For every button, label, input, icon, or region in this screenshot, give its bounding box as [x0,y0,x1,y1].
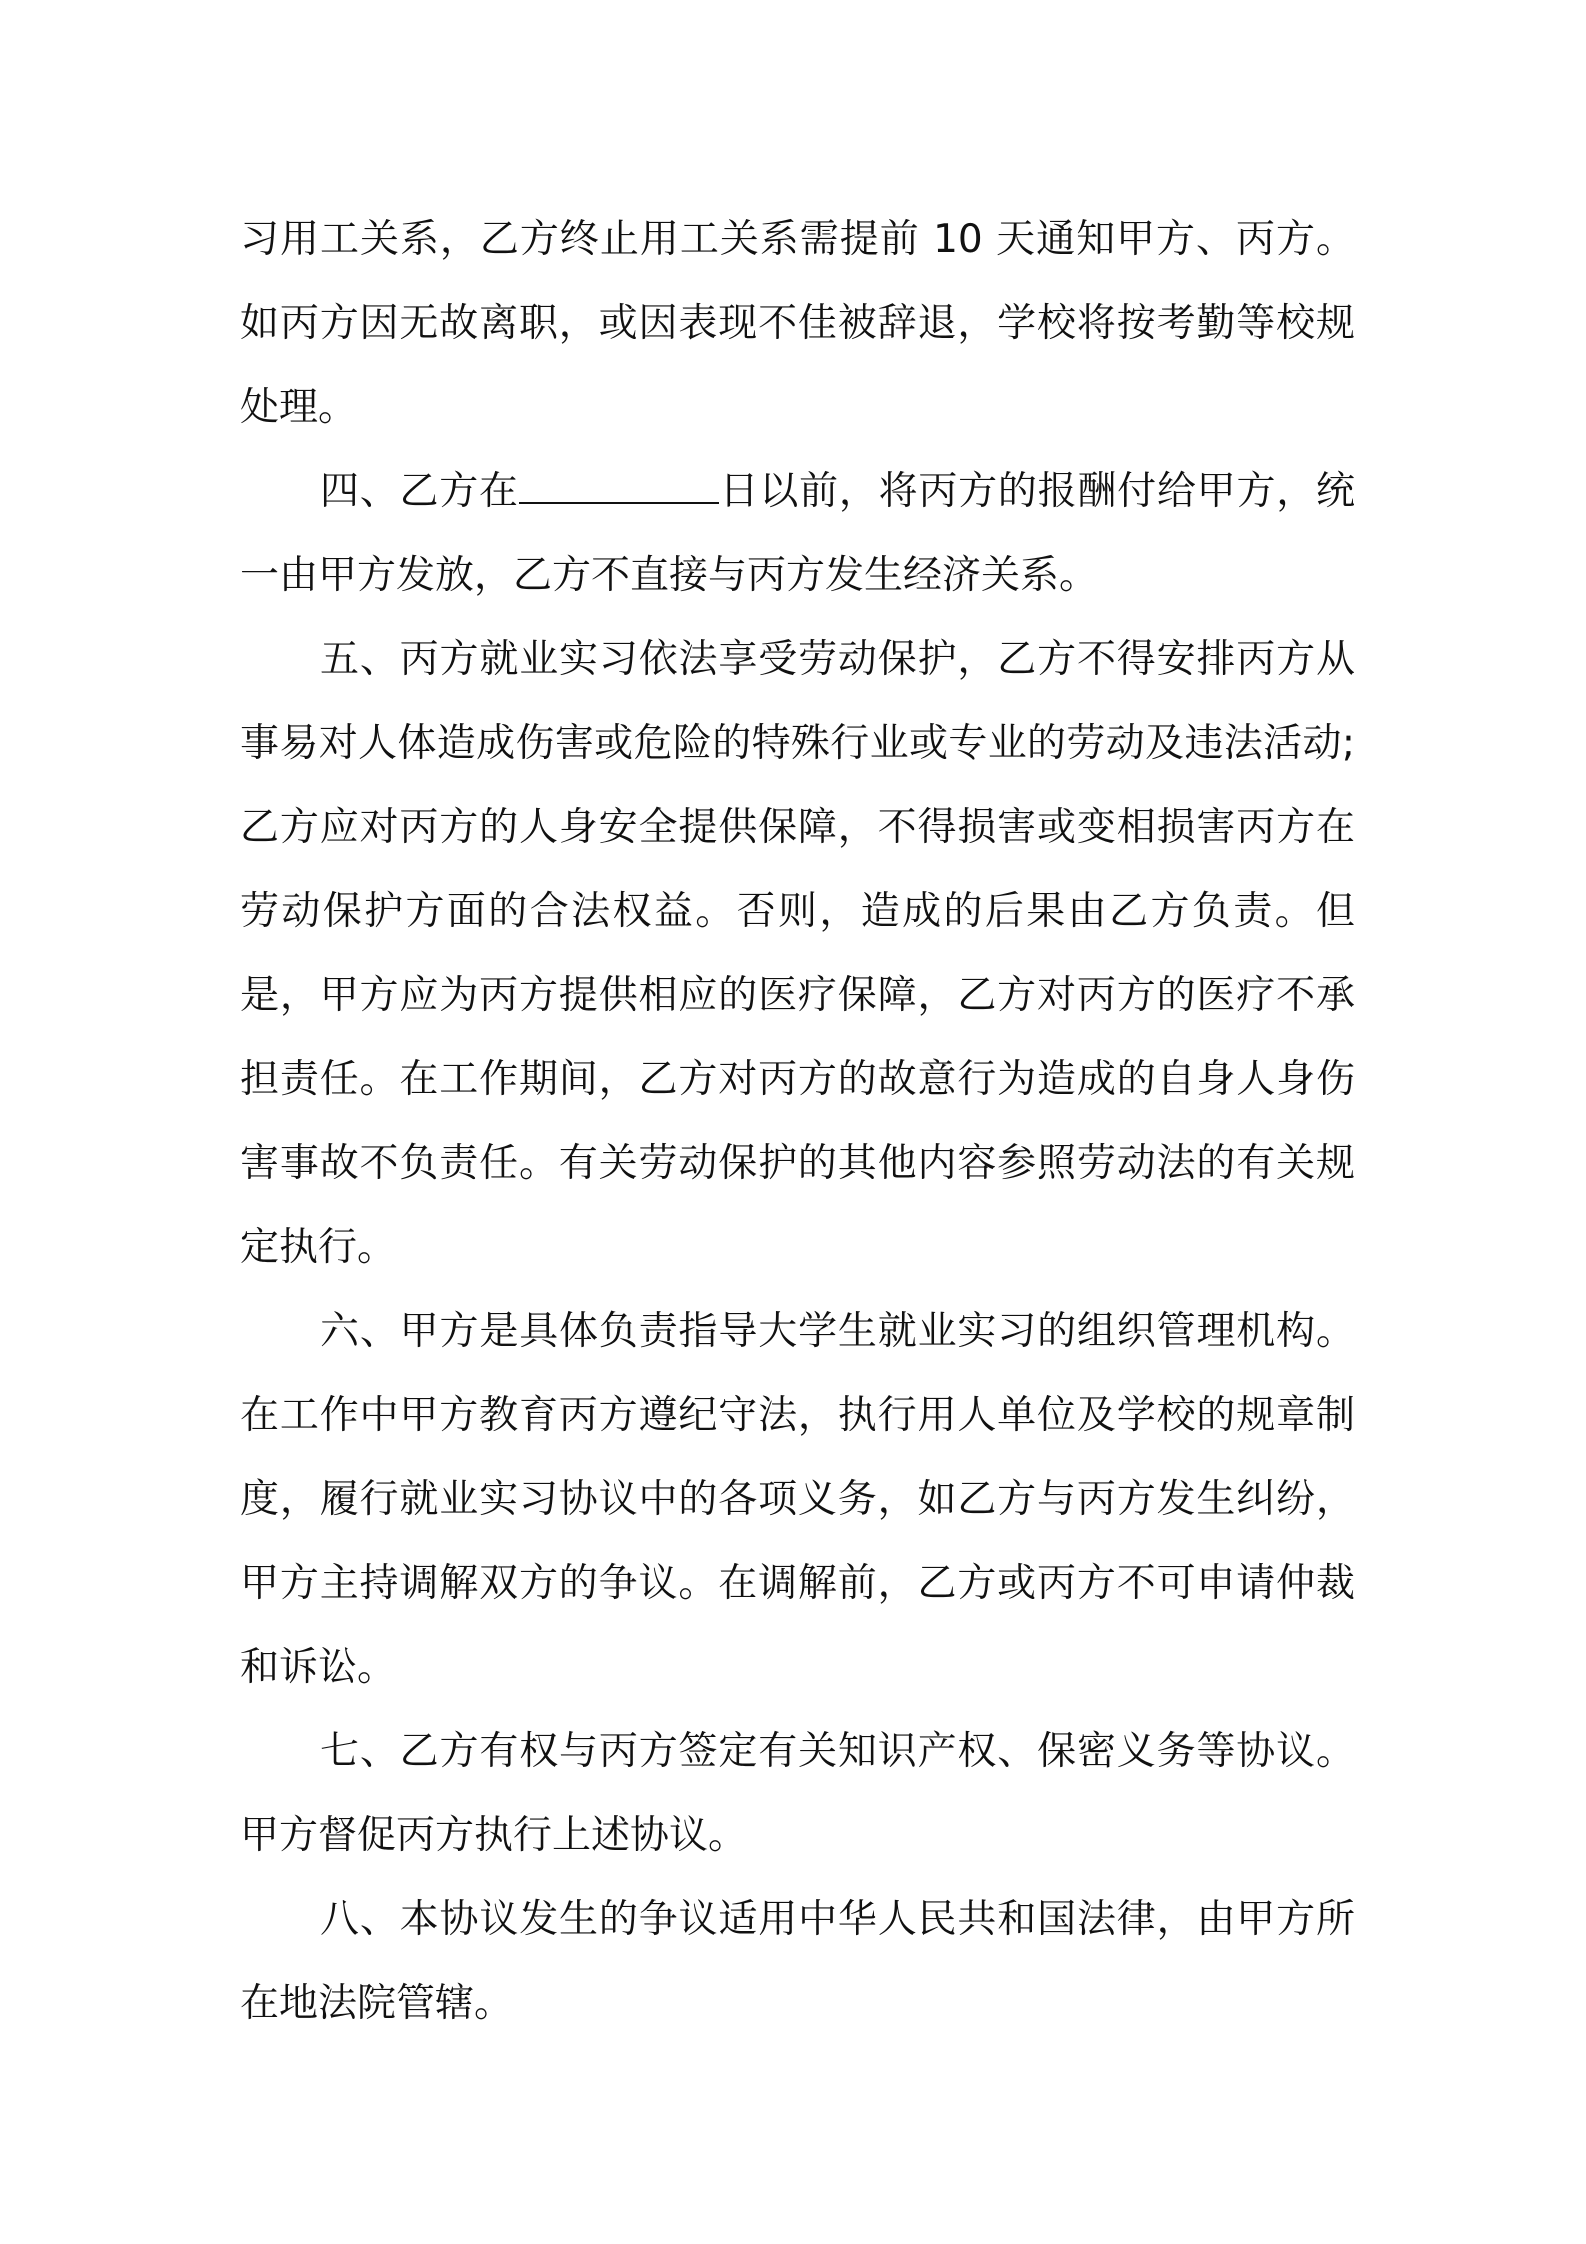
paragraph-continuation: 习用工关系，乙方终止用工关系需提前 10 天通知甲方、丙方。如丙方因无故离职，或因表现不佳被辞退，学校将按考勤等校规处理。 [240,217,1355,430]
clause-4-text-before: 四、乙方在 [320,469,519,514]
paragraph-clause-4 [240,450,1355,618]
clause-4-text-after: 日以前，将丙方的报酬付给甲方，统一由甲方发放，乙方不直接与丙方发生经济关系。 [240,469,1355,598]
date-blank-line [519,472,719,504]
document-page [240,198,1355,2046]
paragraph-clause-6: 六、甲方是具体负责指导大学生就业实习的组织管理机构。在工作中甲方教育丙方遵纪守法，执行用人单位及学校的规章制度，履行就业实习协议中的各项义务，如乙方与丙方发生纠纷，甲方主持调解双方的争议。在调解前，乙方或丙方不可申请仲裁和诉讼。 [240,1309,1355,1690]
paragraph-clause-5: 五、丙方就业实习依法享受劳动保护，乙方不得安排丙方从事易对人体造成伤害或危险的特殊行业或专业的劳动及违法活动;乙方应对丙方的人身安全提供保障，不得损害或变相损害丙方在劳动保护方面的合法权益。否则，造成的后果由乙方负责。但是，甲方应为丙方提供相应的医疗保障，乙方对丙方的医疗不承担责任。在工作期间，乙方对丙方的故意行为造成的自身人身伤害事故不负责任。有关劳动保护的其他内容参照劳动法的有关规定执行。 [240,637,1355,1270]
paragraph-clause-7: 七、乙方有权与丙方签定有关知识产权、保密义务等协议。甲方督促丙方执行上述协议。 [240,1729,1355,1858]
paragraph-clause-8: 八、本协议发生的争议适用中华人民共和国法律，由甲方所在地法院管辖。 [240,1897,1355,2026]
